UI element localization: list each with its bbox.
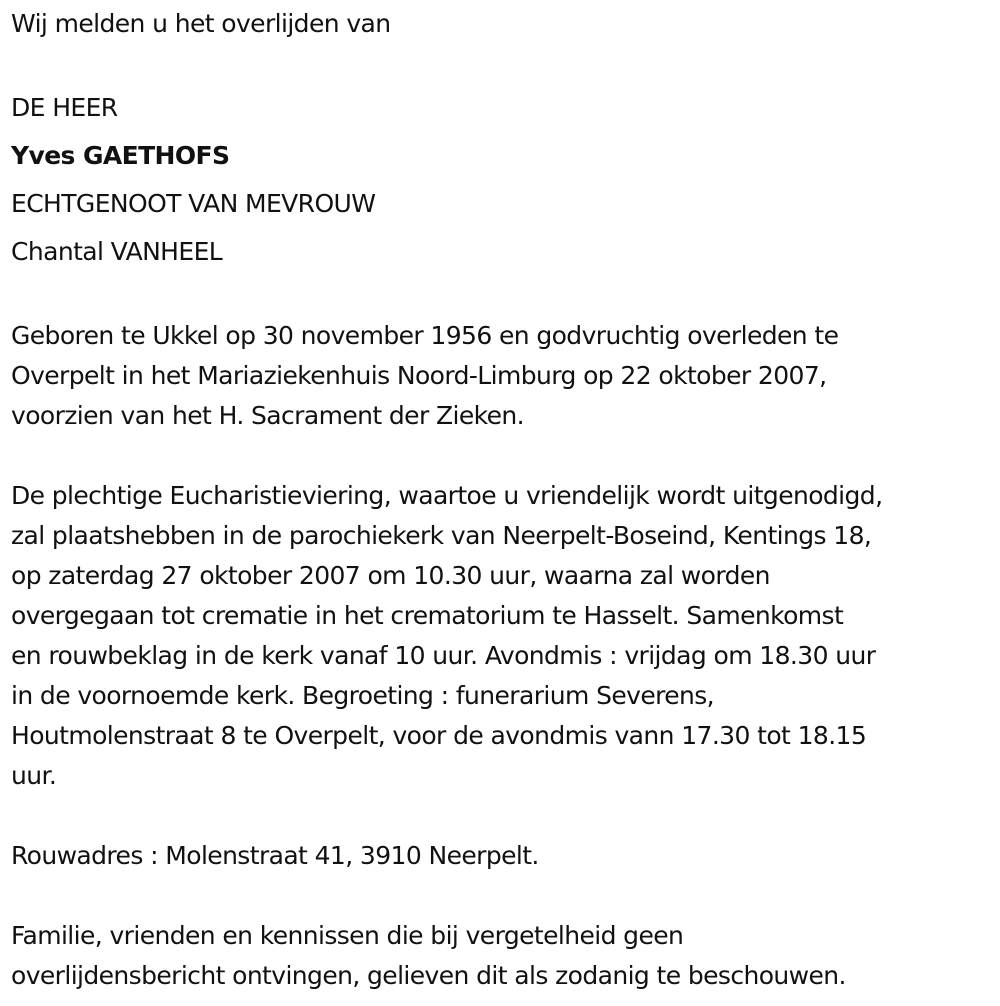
ceremony-line: zal plaatshebben in de parochiekerk van Neerpelt-Boseind, Kentings 18,: [11, 521, 872, 550]
spacer: [11, 876, 996, 916]
birth-death-line: Geboren te Ukkel op 30 november 1956 en godvruchtig overleden te: [11, 321, 839, 350]
spacer: [11, 276, 996, 316]
ceremony-line: overgegaan tot crematie in het crematorium te Hasselt. Samenkomst: [11, 601, 844, 630]
closing-line: overlijdensbericht ontvingen, gelieven dit als zodanig te beschouwen.: [11, 961, 846, 990]
birth-death-line: Overpelt in het Mariaziekenhuis Noord-Limburg op 22 oktober 2007,: [11, 361, 827, 390]
death-notice: [11, 4, 996, 996]
ceremony-line: en rouwbeklag in de kerk vanaf 10 uur. Avondmis : vrijdag om 18.30 uur: [11, 641, 876, 670]
ceremony-line: uur.: [11, 761, 57, 790]
ceremony-line: De plechtige Eucharistieviering, waartoe u vriendelijk wordt uitgenodigd,: [11, 481, 883, 510]
closing-line: Familie, vrienden en kennissen die bij vergetelheid geen: [11, 921, 684, 950]
ceremony-line: op zaterdag 27 oktober 2007 om 10.30 uur, waarna zal worden: [11, 561, 770, 590]
spacer: [11, 44, 996, 84]
mourning-address: Rouwadres : Molenstraat 41, 3910 Neerpelt.: [11, 841, 539, 870]
ceremony-line: in de voornoemde kerk. Begroeting : funerarium Severens,: [11, 681, 715, 710]
ceremony-line: Houtmolenstraat 8 te Overpelt, voor de avondmis vann 17.30 tot 18.15: [11, 721, 867, 750]
deceased-title: DE HEER: [11, 93, 118, 122]
spouse-label: ECHTGENOOT VAN MEVROUW: [11, 189, 376, 218]
spacer: [11, 436, 996, 476]
spacer: [11, 796, 996, 836]
intro-text: Wij melden u het overlijden van: [11, 9, 391, 38]
deceased-name: Yves GAETHOFS: [11, 141, 230, 170]
spouse-name: Chantal VANHEEL: [11, 237, 223, 266]
birth-death-line: voorzien van het H. Sacrament der Zieken.: [11, 401, 524, 430]
